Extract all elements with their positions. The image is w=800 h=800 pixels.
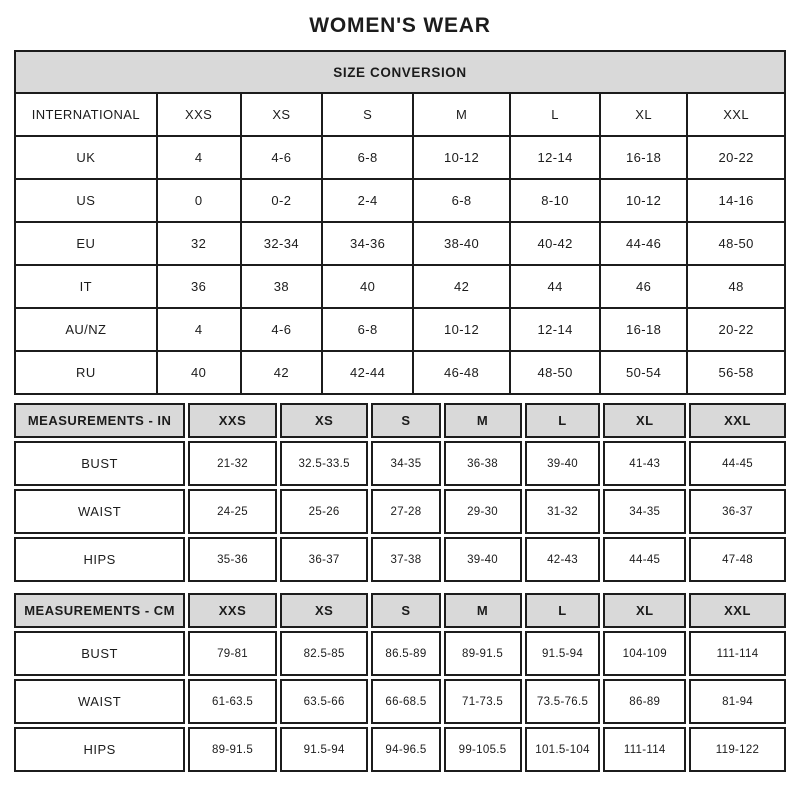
value-cell: 44-45 <box>603 537 686 582</box>
header-size-cell: XXL <box>689 593 786 628</box>
header-size-cell: M <box>444 403 522 438</box>
header-size-cell: XL <box>600 93 687 136</box>
header-label-cell: MEASUREMENTS - IN <box>14 403 185 438</box>
header-size-cell: M <box>444 593 522 628</box>
value-cell: 46 <box>600 265 687 308</box>
value-cell: 101.5-104 <box>525 727 601 772</box>
value-cell: 32.5-33.5 <box>280 441 369 486</box>
header-label-cell: MEASUREMENTS - CM <box>14 593 185 628</box>
value-cell: 27-28 <box>371 489 440 534</box>
value-cell: 46-48 <box>413 351 510 394</box>
measurements-in-table <box>11 400 789 585</box>
table-row <box>14 441 786 486</box>
measurements-cm-section <box>14 590 786 775</box>
header-size-cell: XXS <box>188 403 277 438</box>
header-size-cell: XS <box>280 403 369 438</box>
row-label: BUST <box>14 441 185 486</box>
value-cell: 16-18 <box>600 308 687 351</box>
value-cell: 29-30 <box>444 489 522 534</box>
row-label: HIPS <box>14 537 185 582</box>
table-row <box>15 136 785 179</box>
value-cell: 50-54 <box>600 351 687 394</box>
table-row <box>14 727 786 772</box>
table-caption: SIZE CONVERSION <box>15 51 785 93</box>
value-cell: 81-94 <box>689 679 786 724</box>
value-cell: 119-122 <box>689 727 786 772</box>
table-row <box>14 631 786 676</box>
value-cell: 8-10 <box>510 179 600 222</box>
header-size-cell: XXS <box>157 93 241 136</box>
header-label-cell: INTERNATIONAL <box>15 93 157 136</box>
row-label: HIPS <box>14 727 185 772</box>
value-cell: 21-32 <box>188 441 277 486</box>
value-cell: 40 <box>157 351 241 394</box>
value-cell: 10-12 <box>413 136 510 179</box>
value-cell: 36 <box>157 265 241 308</box>
table-row <box>14 489 786 534</box>
header-size-cell: L <box>510 93 600 136</box>
row-label: AU/NZ <box>15 308 157 351</box>
value-cell: 0 <box>157 179 241 222</box>
value-cell: 86-89 <box>603 679 686 724</box>
value-cell: 40 <box>322 265 413 308</box>
value-cell: 99-105.5 <box>444 727 522 772</box>
value-cell: 6-8 <box>322 308 413 351</box>
value-cell: 2-4 <box>322 179 413 222</box>
value-cell: 6-8 <box>413 179 510 222</box>
value-cell: 48 <box>687 265 785 308</box>
header-row <box>14 593 786 628</box>
header-size-cell: XL <box>603 403 686 438</box>
table-row <box>14 679 786 724</box>
value-cell: 47-48 <box>689 537 786 582</box>
value-cell: 36-37 <box>280 537 369 582</box>
table-caption-row <box>15 51 785 93</box>
row-label: WAIST <box>14 489 185 534</box>
value-cell: 34-35 <box>603 489 686 534</box>
table-row <box>15 179 785 222</box>
value-cell: 44 <box>510 265 600 308</box>
value-cell: 48-50 <box>687 222 785 265</box>
value-cell: 20-22 <box>687 136 785 179</box>
value-cell: 16-18 <box>600 136 687 179</box>
value-cell: 34-36 <box>322 222 413 265</box>
value-cell: 89-91.5 <box>444 631 522 676</box>
measurements-cm-table <box>11 590 789 775</box>
value-cell: 25-26 <box>280 489 369 534</box>
value-cell: 4 <box>157 308 241 351</box>
size-conversion-table <box>14 50 786 395</box>
value-cell: 31-32 <box>525 489 601 534</box>
header-size-cell: M <box>413 93 510 136</box>
value-cell: 56-58 <box>687 351 785 394</box>
value-cell: 4-6 <box>241 308 323 351</box>
header-size-cell: XXL <box>687 93 785 136</box>
value-cell: 0-2 <box>241 179 323 222</box>
table-row <box>15 265 785 308</box>
header-size-cell: XL <box>603 593 686 628</box>
measurements-in-section <box>14 400 786 585</box>
value-cell: 12-14 <box>510 308 600 351</box>
value-cell: 41-43 <box>603 441 686 486</box>
row-label: US <box>15 179 157 222</box>
value-cell: 111-114 <box>603 727 686 772</box>
row-label: IT <box>15 265 157 308</box>
page-title: WOMEN'S WEAR <box>309 14 491 37</box>
value-cell: 32-34 <box>241 222 323 265</box>
row-label: RU <box>15 351 157 394</box>
value-cell: 4-6 <box>241 136 323 179</box>
value-cell: 79-81 <box>188 631 277 676</box>
value-cell: 42 <box>241 351 323 394</box>
value-cell: 44-45 <box>689 441 786 486</box>
value-cell: 38 <box>241 265 323 308</box>
value-cell: 38-40 <box>413 222 510 265</box>
value-cell: 71-73.5 <box>444 679 522 724</box>
value-cell: 6-8 <box>322 136 413 179</box>
table-row <box>14 537 786 582</box>
value-cell: 89-91.5 <box>188 727 277 772</box>
header-size-cell: S <box>371 403 440 438</box>
value-cell: 42-43 <box>525 537 601 582</box>
header-size-cell: XS <box>241 93 323 136</box>
value-cell: 86.5-89 <box>371 631 440 676</box>
value-cell: 111-114 <box>689 631 786 676</box>
value-cell: 66-68.5 <box>371 679 440 724</box>
value-cell: 91.5-94 <box>525 631 601 676</box>
value-cell: 44-46 <box>600 222 687 265</box>
table-row <box>15 308 785 351</box>
value-cell: 10-12 <box>600 179 687 222</box>
header-size-cell: L <box>525 403 601 438</box>
value-cell: 10-12 <box>413 308 510 351</box>
value-cell: 94-96.5 <box>371 727 440 772</box>
header-size-cell: XXS <box>188 593 277 628</box>
value-cell: 63.5-66 <box>280 679 369 724</box>
value-cell: 20-22 <box>687 308 785 351</box>
value-cell: 36-38 <box>444 441 522 486</box>
header-row <box>15 93 785 136</box>
header-size-cell: S <box>322 93 413 136</box>
value-cell: 35-36 <box>188 537 277 582</box>
value-cell: 39-40 <box>444 537 522 582</box>
value-cell: 42 <box>413 265 510 308</box>
size-conversion-section <box>14 50 786 395</box>
row-label: EU <box>15 222 157 265</box>
value-cell: 37-38 <box>371 537 440 582</box>
table-row <box>15 351 785 394</box>
header-size-cell: XS <box>280 593 369 628</box>
row-label: BUST <box>14 631 185 676</box>
value-cell: 36-37 <box>689 489 786 534</box>
header-size-cell: S <box>371 593 440 628</box>
value-cell: 12-14 <box>510 136 600 179</box>
value-cell: 14-16 <box>687 179 785 222</box>
value-cell: 73.5-76.5 <box>525 679 601 724</box>
value-cell: 104-109 <box>603 631 686 676</box>
value-cell: 82.5-85 <box>280 631 369 676</box>
row-label: UK <box>15 136 157 179</box>
value-cell: 42-44 <box>322 351 413 394</box>
value-cell: 39-40 <box>525 441 601 486</box>
value-cell: 91.5-94 <box>280 727 369 772</box>
value-cell: 61-63.5 <box>188 679 277 724</box>
header-row <box>14 403 786 438</box>
header-size-cell: XXL <box>689 403 786 438</box>
value-cell: 32 <box>157 222 241 265</box>
value-cell: 48-50 <box>510 351 600 394</box>
value-cell: 34-35 <box>371 441 440 486</box>
value-cell: 4 <box>157 136 241 179</box>
header-size-cell: L <box>525 593 601 628</box>
value-cell: 24-25 <box>188 489 277 534</box>
row-label: WAIST <box>14 679 185 724</box>
table-row <box>15 222 785 265</box>
value-cell: 40-42 <box>510 222 600 265</box>
